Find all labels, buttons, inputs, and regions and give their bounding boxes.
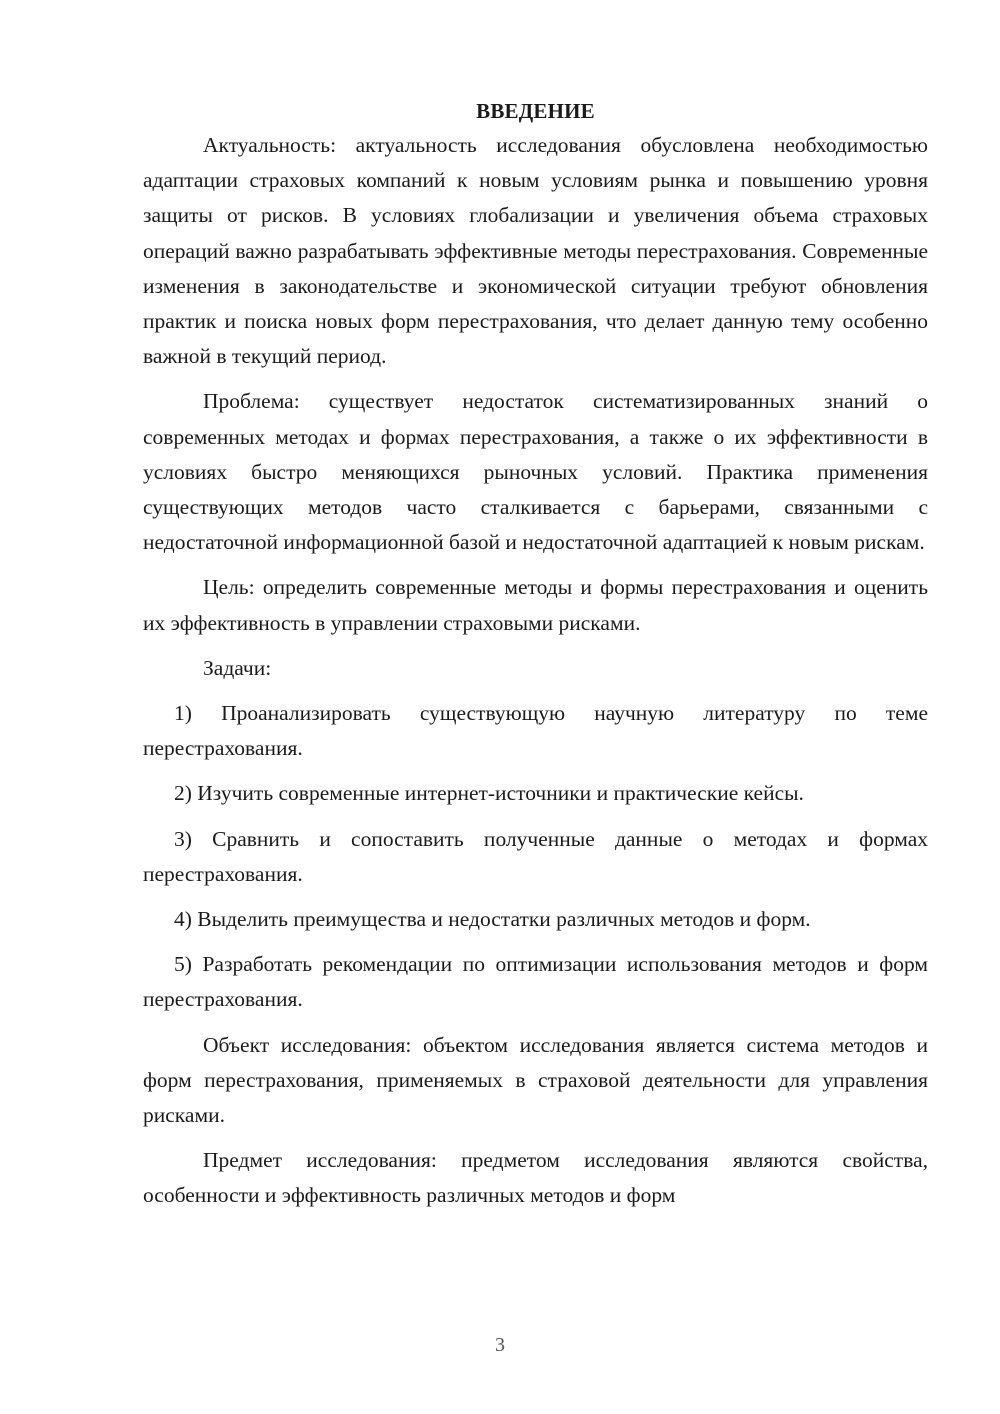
document-page [143, 96, 928, 1214]
paragraph-tasks-heading: Задачи: [203, 655, 272, 680]
page-number: 3 [495, 1334, 505, 1356]
task-item-5: 5) Разработать рекомендации по оптимизации использования методов и форм перестрахования. [143, 952, 928, 1012]
paragraph-subject: Предмет исследования: предметом исследования являются свойства, особенности и эффективность различных методов и форм [143, 1148, 928, 1208]
task-item-4: 4) Выделить преимущества и недостатки различных методов и форм. [174, 907, 811, 932]
paragraph-problem: Проблема: существует недостаток систематизированных знаний о современных методах и формах перестрахования, а также о их эффективности в условиях быстро меняющихся рыночных условий. Практика применения существующих методов часто сталкивается с барьерами, связанными с недостаточной информационной базой и недостаточной адаптацией к новым рискам. [143, 389, 928, 555]
paragraph-goal: Цель: определить современные методы и формы перестрахования и оценить их эффективность в управлении страховыми рисками. [143, 575, 928, 635]
task-item-1: 1) Проанализировать существующую научную литературу по теме перестрахования. [143, 701, 928, 761]
paragraph-object: Объект исследования: объектом исследования является система методов и форм перестрахования, применяемых в страховой деятельности для управления рисками. [143, 1032, 928, 1128]
task-item-3: 3) Сравнить и сопоставить полученные данные о методах и формах перестрахования. [143, 826, 928, 886]
task-item-2: 2) Изучить современные интернет-источники и практические кейсы. [174, 781, 804, 806]
paragraph-relevance: Актуальность: актуальность исследования обусловлена необходимостью адаптации страховых компаний к новым условиям рынка и повышению уровня защиты от рисков. В условиях глобализации и увеличения объема страховых операций важно разрабатывать эффективные методы перестрахования. Современные изменения в законодательстве и экономической ситуации требуют обновления практик и поиска новых форм перестрахования, что делает данную тему особенно важной в текущий период. [143, 133, 928, 369]
section-title: ВВЕДЕНИЕ [476, 99, 595, 123]
